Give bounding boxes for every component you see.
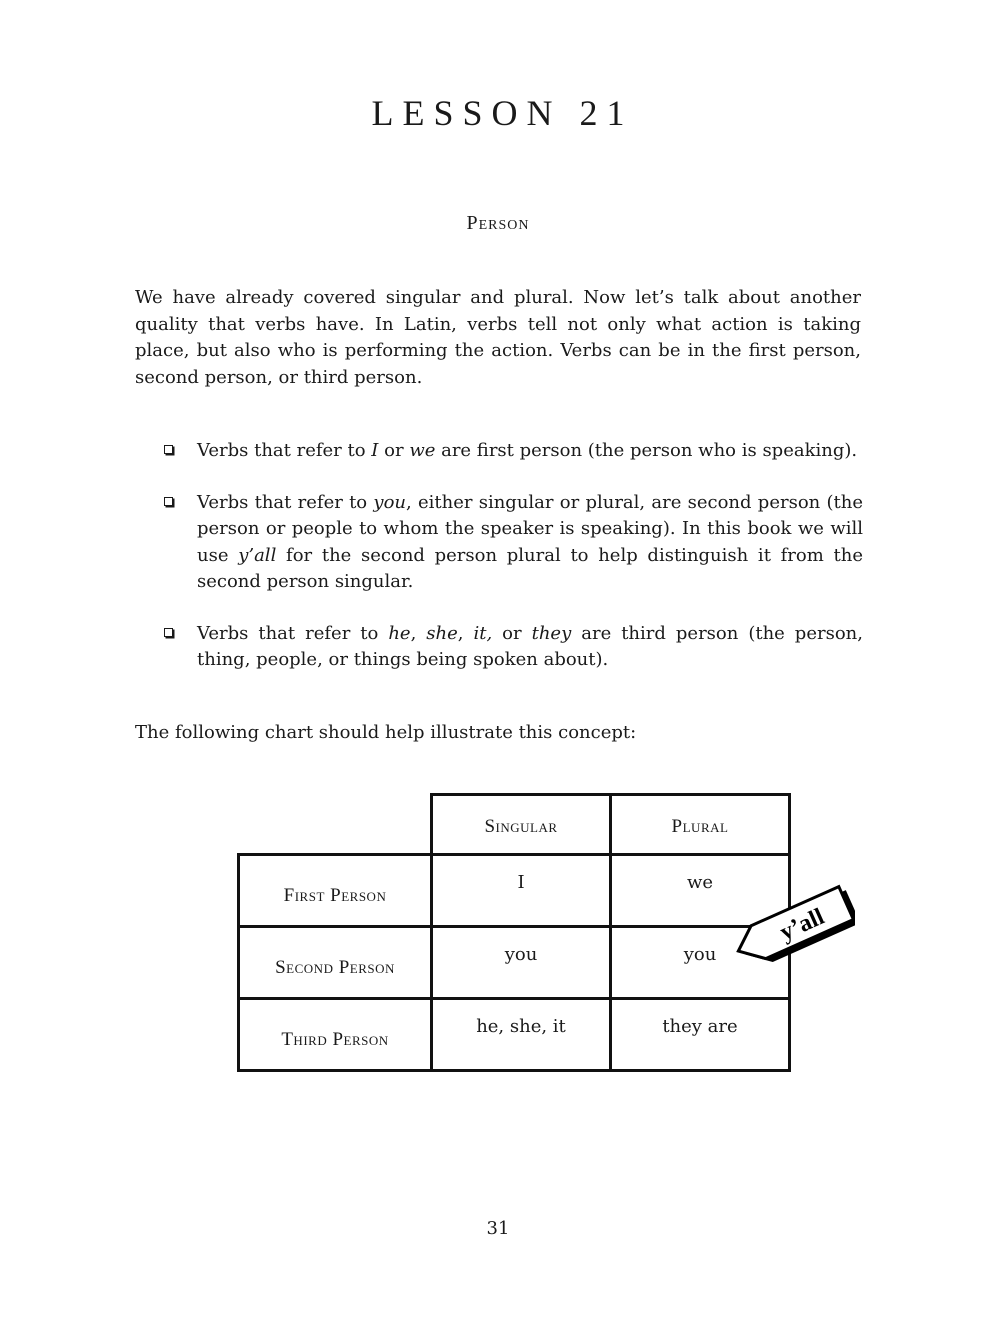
bullet-emphasis: she	[426, 622, 458, 644]
table-cell: they are	[611, 999, 790, 1071]
bullet-text: Verbs that refer to	[197, 491, 374, 513]
row-label: First Person	[239, 855, 432, 927]
bullet-first-person	[163, 438, 863, 465]
bullet-emphasis: he	[388, 622, 411, 644]
bullet-text: ,	[457, 622, 474, 644]
table-row	[239, 999, 790, 1071]
table-cell: you	[611, 927, 790, 999]
section-heading: Person	[466, 212, 530, 234]
callout-label: y’all	[776, 903, 829, 946]
bullet-text: ,	[410, 622, 427, 644]
bullet-emphasis: we	[409, 440, 436, 461]
table-cell: you	[432, 927, 611, 999]
table-cell: he, she, it	[432, 999, 611, 1071]
bullet-emphasis: I	[371, 440, 379, 461]
table-corner	[239, 795, 432, 855]
bullet-text: are first person (the person who is speaking).	[435, 440, 858, 461]
lesson-title: LESSON 21	[371, 93, 634, 133]
row-label: Third Person	[239, 999, 432, 1071]
bullet-text: , either singular or plural, are second person (the person or people to whom the speaker is speaking). In this book we will use	[197, 491, 863, 566]
row-label: Second Person	[239, 927, 432, 999]
bullet-third-person	[163, 621, 863, 674]
bullet-emphasis: it,	[473, 622, 493, 644]
bullet-text: or	[492, 622, 532, 644]
bullet-text: or	[378, 440, 410, 461]
bullet-text: are third person (the person, thing, people, or things being spoken about).	[197, 622, 863, 670]
arrow-callout-icon	[725, 880, 855, 975]
header-singular: Singular	[432, 795, 611, 855]
checkbox-square-icon	[164, 497, 173, 506]
bullet-second-person	[163, 490, 863, 596]
table-cell: we	[611, 855, 790, 927]
table-cell: I	[432, 855, 611, 927]
bullet-emphasis: y’all	[238, 544, 277, 566]
checkbox-square-icon	[164, 445, 173, 454]
table-row	[239, 927, 790, 999]
table-header-row	[239, 795, 790, 855]
page-number: 31	[486, 1218, 510, 1239]
chart-intro: The following chart should help illustrate this concept:	[135, 722, 637, 743]
bullet-emphasis: they	[531, 622, 572, 644]
table-row	[239, 855, 790, 927]
bullet-text: for the second person plural to help distinguish it from the second person singular.	[197, 544, 863, 592]
header-plural: Plural	[611, 795, 790, 855]
bullet-list	[163, 438, 863, 699]
bullet-emphasis: you	[373, 491, 407, 513]
bullet-text: Verbs that refer to	[197, 622, 389, 644]
checkbox-square-icon	[164, 628, 173, 637]
intro-paragraph: We have already covered singular and plural. Now let’s talk about another quality that verbs have. In Latin, verbs tell not only what action is taking place, but also who is performing the action. Verbs can be in the first person, second person, or third person.	[135, 287, 861, 388]
bullet-text: Verbs that refer to	[197, 440, 372, 461]
person-table	[237, 793, 791, 1072]
